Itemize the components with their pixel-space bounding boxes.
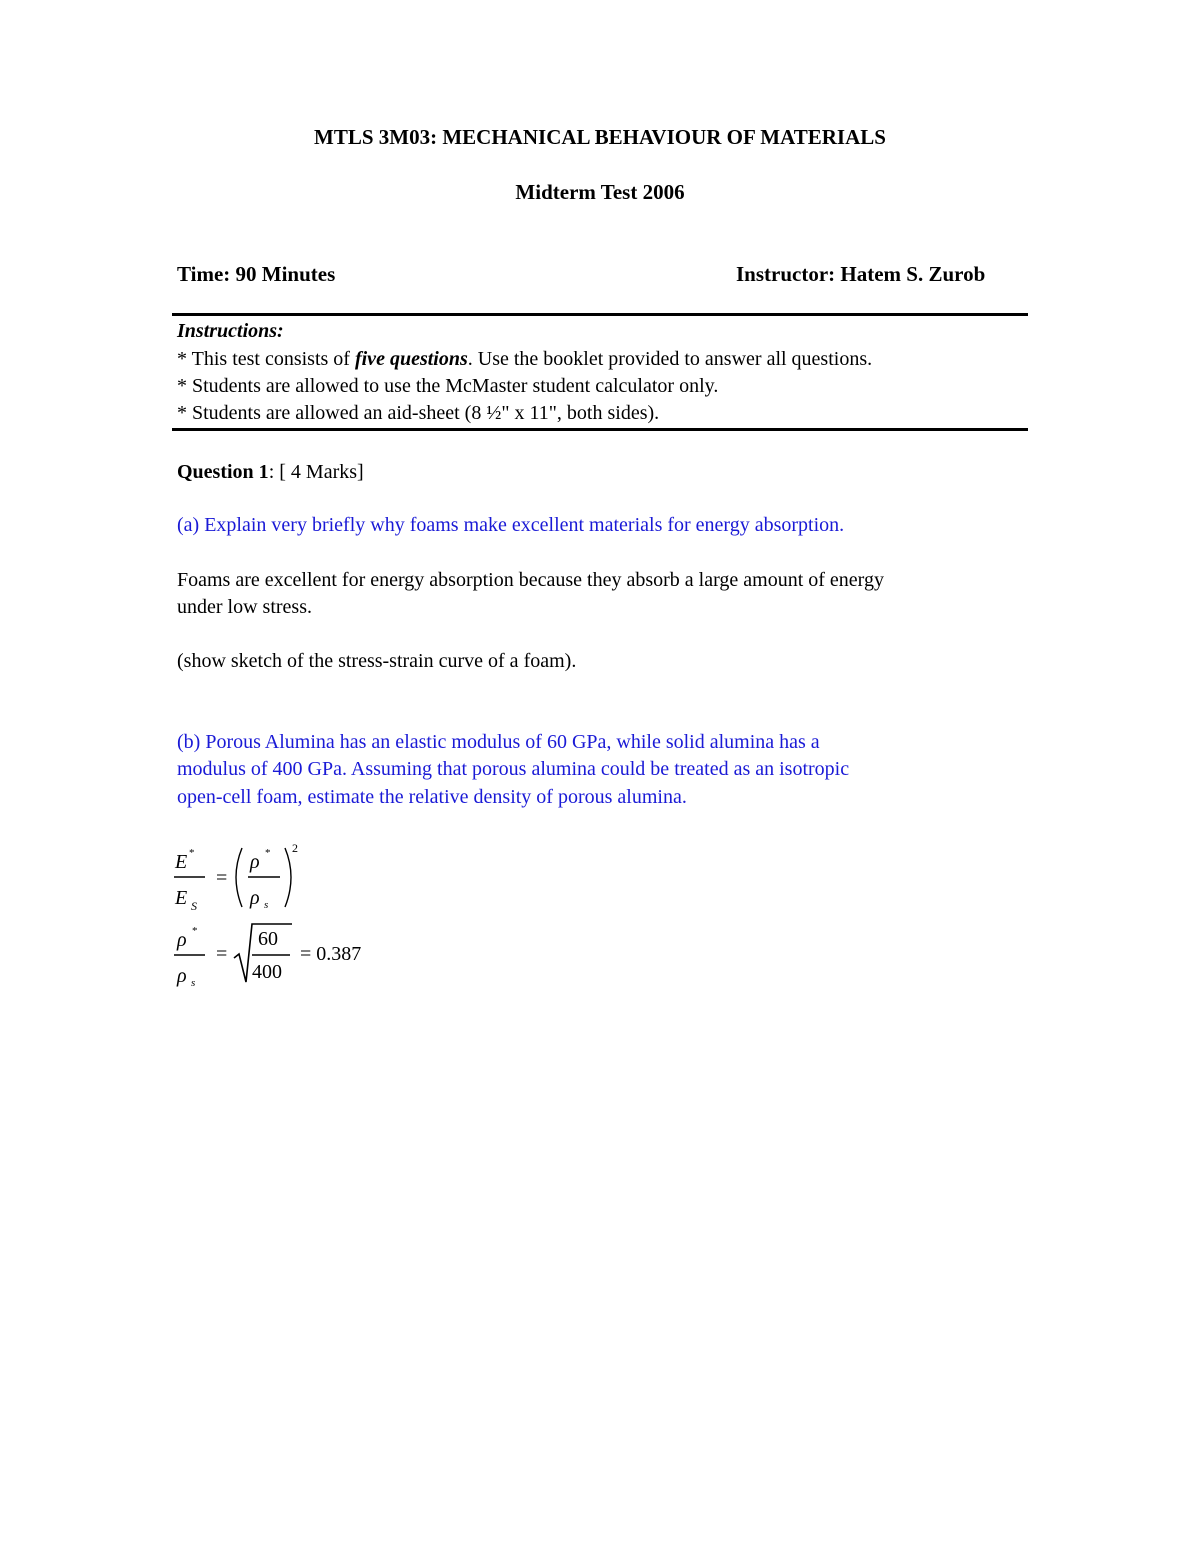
time-limit: Time: 90 Minutes (177, 262, 336, 286)
eq2-numerator: 60 (258, 928, 278, 950)
five-questions-emphasis: five questions (354, 348, 468, 370)
instruction-line-1: * This test consists of five questions. Use the booklet provided to answer all questions. (177, 348, 873, 370)
instruction-line-3: * Students are allowed an aid-sheet (8 ½" x 11", both sides). (177, 402, 660, 424)
eq-rho-s-subscript: s (264, 899, 269, 911)
course-title: MTLS 3M03: MECHANICAL BEHAVIOUR OF MATERIALS (314, 125, 886, 149)
instructor-name: Instructor: Hatem S. Zurob (736, 262, 986, 286)
eq2-denominator: 400 (252, 961, 282, 983)
question-1b-prompt-line-2: modulus of 400 GPa. Assuming that porous alumina could be treated as an isotropic (177, 758, 850, 780)
answer-1a-line-1: Foams are excellent for energy absorption because they absorb a large amount of energy (177, 569, 884, 591)
eq-e-s-subscript: S (191, 899, 197, 913)
eq2-rho-star-superscript: * (192, 925, 198, 937)
eq-rho-star-superscript: * (265, 847, 271, 859)
eq2-rho-s: ρ (177, 965, 187, 987)
eq-e-star: E (175, 851, 188, 873)
top-divider (172, 313, 1028, 316)
eq-equals-1: = (216, 867, 228, 889)
eq-e-star-superscript: * (189, 847, 195, 859)
eq2-result: = 0.387 (300, 943, 362, 965)
eq2-rho-s-subscript: s (191, 977, 196, 989)
eq2-rho-star: ρ (177, 929, 187, 951)
eq-e-s: E (175, 887, 188, 909)
question-1b-prompt-line-1: (b) Porous Alumina has an elastic modulus of 60 GPa, while solid alumina has a (177, 731, 820, 753)
instructions-heading: Instructions: (177, 320, 284, 342)
eq2-equals: = (216, 943, 228, 965)
answer-1a-sketch-note: (show sketch of the stress-strain curve of a foam). (177, 650, 577, 672)
question-1a-prompt: (a) Explain very briefly why foams make excellent materials for energy absorption. (177, 514, 845, 536)
answer-1a-line-2: under low stress. (177, 596, 312, 618)
relative-density-equation (172, 838, 402, 998)
eq-rho-star: ρ (250, 851, 260, 873)
eq-rho-s: ρ (250, 887, 260, 909)
instruction-line-2: * Students are allowed to use the McMaster student calculator only. (177, 375, 719, 397)
question-1b-prompt-line-3: open-cell foam, estimate the relative density of porous alumina. (177, 786, 687, 808)
eq-right-paren (285, 848, 291, 907)
eq-exponent: 2 (292, 841, 298, 855)
eq-left-paren (236, 848, 242, 907)
question-1-heading: Question 1: [ 4 Marks] (177, 461, 364, 483)
test-title: Midterm Test 2006 (515, 180, 685, 204)
bottom-divider (172, 428, 1028, 431)
